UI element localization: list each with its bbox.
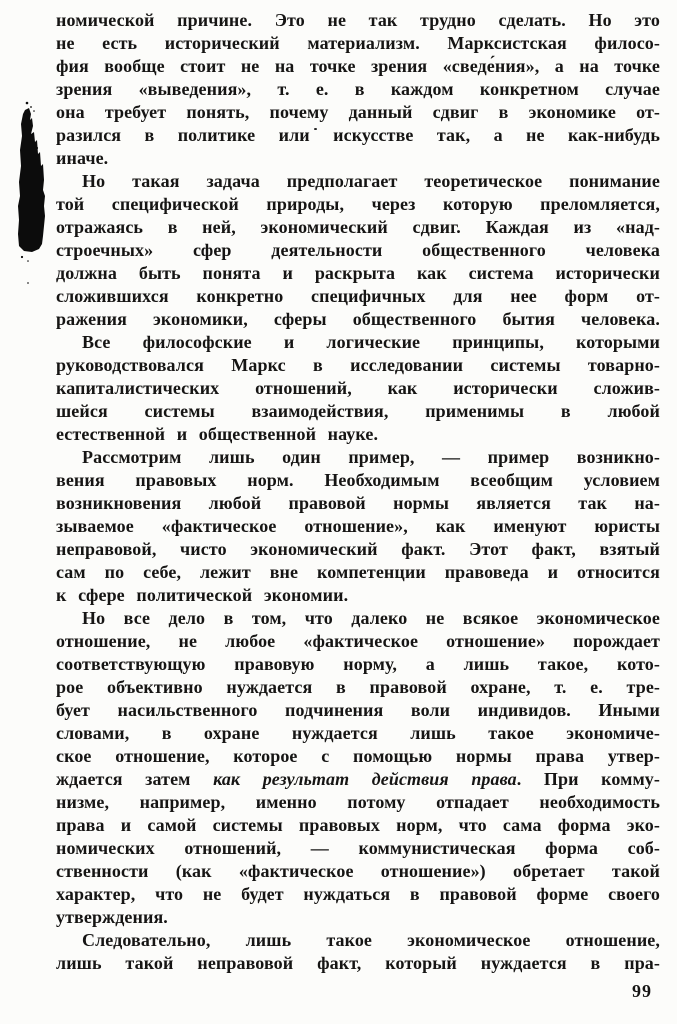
text-line: ражения экономики, сферы общественного бытия человека.	[56, 309, 660, 329]
text-line: должна быть понята и раскрыта как система исторически	[56, 263, 660, 283]
paragraph	[56, 446, 660, 607]
text-line: ственности (как «фактическое отношение») обретает такой	[56, 861, 660, 881]
text-line: соответствующую правовую норму, а лишь такое, кото-	[56, 654, 660, 674]
text-line: неправовой, чисто экономический факт. Этот факт, взятый	[56, 539, 660, 559]
text-line: естественной и общественной науке.	[56, 424, 379, 444]
text-line: права и самой системы правовых норм, что сама форма эко-	[56, 815, 660, 835]
text-line: капиталистических отношений, как исторически сложив-	[56, 378, 660, 398]
text-line: не есть исторический материализм. Марксистская филосо-	[56, 33, 660, 53]
text-line: отношение, не любое «фактическое отношение» порождает	[56, 631, 660, 651]
paragraph	[56, 929, 660, 975]
text-line: той специфической природы, через которую преломляется,	[56, 194, 660, 214]
text-block	[56, 9, 660, 975]
text-line: Но такая задача предполагает теоретическое понимание	[82, 171, 660, 191]
text-line: сложившихся конкретно специфичных для нее форм от-	[56, 286, 660, 306]
text-line: она требует понять, почему данный сдвиг в экономике от-	[56, 102, 660, 122]
text-line: Но все дело в том, что далеко не всякое экономическое	[82, 608, 660, 628]
page-number: 99	[632, 981, 652, 1001]
text-line: низме, например, именно потому отпадает необходимость	[56, 792, 660, 812]
ink-stain-artifact	[13, 100, 49, 268]
text-line: характер, что не будет нуждаться в правовой форме своего	[56, 884, 660, 904]
paragraph	[56, 9, 660, 170]
text-line: разился в политике или искусстве так, а не как-нибудь	[56, 125, 660, 145]
text-line: утверждения.	[56, 907, 168, 927]
text-line: строечных» сфер деятельности общественного человека	[56, 240, 660, 260]
text-line: зываемое «фактическое отношение», как именуют юристы	[56, 516, 660, 536]
text-line: Рассмотрим лишь один пример, — пример возникно-	[82, 447, 660, 467]
text-line: иначе.	[56, 148, 109, 168]
text-line: руководствовался Маркс в исследовании системы товарно-	[56, 355, 660, 375]
text-line: к сфере политической экономии.	[56, 585, 349, 605]
text-line: рое объективно нуждается в правовой охране, т. е. тре-	[56, 677, 660, 697]
text-line: ждается затем как результат действия права. При комму-	[56, 769, 660, 789]
text-line: шейся системы взаимодействия, применимы в любой	[56, 401, 660, 421]
text-line: сам по себе, лежит вне компетенции правоведа и относится	[56, 562, 660, 582]
ink-speck	[27, 282, 29, 284]
paragraph	[56, 170, 660, 331]
text-line: лишь такой неправовой факт, который нуждается в пра-	[56, 953, 660, 973]
text-line: Следовательно, лишь такое экономическое отношение,	[82, 930, 660, 950]
text-line: номической причине. Это не так трудно сделать. Но это	[56, 10, 660, 30]
text-line: Все философские и логические принципы, которыми	[82, 332, 660, 352]
text-line: словами, в охране нуждается лишь такое экономиче-	[56, 723, 660, 743]
text-line: возникновения любой правовой нормы является так на-	[56, 493, 660, 513]
text-line: фия вообще стоит не на точке зрения «сведе́ния», а на точке	[56, 56, 660, 76]
text-line: вения правовых норм. Необходимым всеобщим условием	[56, 470, 660, 490]
text-line: ское отношение, которое с помощью нормы права утвер-	[56, 746, 660, 766]
paragraph	[56, 607, 660, 929]
text-line: номических отношений, — коммунистическая форма соб-	[56, 838, 660, 858]
paragraph	[56, 331, 660, 446]
text-line: отражаясь в ней, экономический сдвиг. Каждая из «над-	[56, 217, 660, 237]
text-line: бует насильственного подчинения воли индивидов. Иными	[56, 700, 660, 720]
text-line: зрения «выведения», т. е. в каждом конкретном случае	[56, 79, 660, 99]
